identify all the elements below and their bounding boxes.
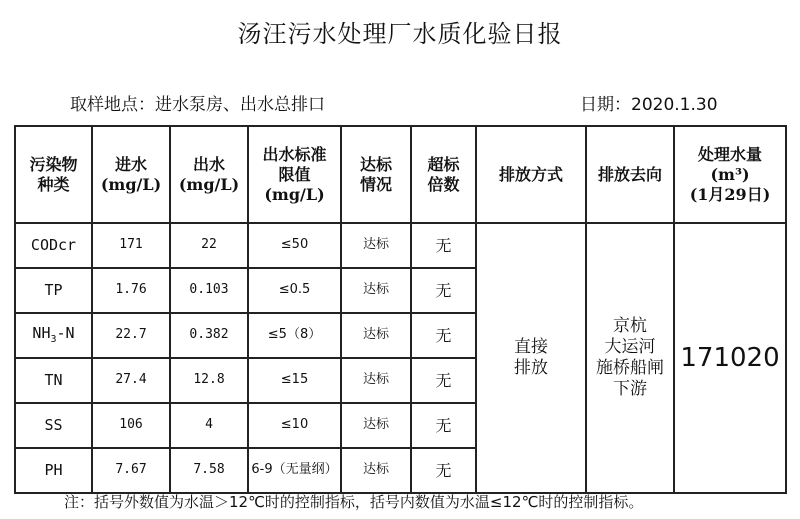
exceed-value: 无 xyxy=(411,268,476,313)
sampling-location: 取样地点：进水泵房、出水总排口 xyxy=(70,95,325,115)
exceed-value: 无 xyxy=(411,313,476,358)
header-inflow: 进水 (mg/L) xyxy=(92,126,170,223)
limit-value: ≤10 xyxy=(248,403,341,448)
exceed-value: 无 xyxy=(411,358,476,403)
outflow-value: 0.103 xyxy=(170,268,248,313)
header-outflow: 出水 (mg/L) xyxy=(170,126,248,223)
inflow-value: 171 xyxy=(92,223,170,268)
header-discharge-dest: 排放去向 xyxy=(586,126,674,223)
discharge-method: 直接 排放 xyxy=(476,223,586,493)
inflow-value: 22.7 xyxy=(92,313,170,358)
inflow-value: 7.67 xyxy=(92,448,170,493)
pollutant-name: CODcr xyxy=(15,223,92,268)
header-pollutant: 污染物 种类 xyxy=(15,126,92,223)
limit-value: ≤50 xyxy=(248,223,341,268)
outflow-value: 4 xyxy=(170,403,248,448)
pollutant-name: SS xyxy=(15,403,92,448)
header-exceed: 超标 倍数 xyxy=(411,126,476,223)
limit-value: ≤5（8） xyxy=(248,313,341,358)
compliance-status: 达标 xyxy=(341,313,411,358)
inflow-value: 106 xyxy=(92,403,170,448)
footnote: 注：括号外数值为水温＞12℃时的控制指标，括号内数值为水温≤12℃时的控制指标。 xyxy=(64,493,644,511)
pollutant-name: TP xyxy=(15,268,92,313)
report-date: 日期：2020.1.30 xyxy=(580,95,718,115)
compliance-status: 达标 xyxy=(341,358,411,403)
pollutant-name: PH xyxy=(15,448,92,493)
compliance-status: 达标 xyxy=(341,268,411,313)
exceed-value: 无 xyxy=(411,448,476,493)
outflow-value: 22 xyxy=(170,223,248,268)
water-quality-table xyxy=(14,125,787,494)
outflow-value: 0.382 xyxy=(170,313,248,358)
exceed-value: 无 xyxy=(411,223,476,268)
header-row xyxy=(15,126,786,223)
discharge-destination: 京杭 大运河 施桥船闸 下游 xyxy=(586,223,674,493)
header-compliance: 达标 情况 xyxy=(341,126,411,223)
outflow-value: 12.8 xyxy=(170,358,248,403)
limit-value: ≤0.5 xyxy=(248,268,341,313)
header-volume: 处理水量 (m³) (1月29日) xyxy=(674,126,786,223)
header-discharge-method: 排放方式 xyxy=(476,126,586,223)
table-row xyxy=(15,223,786,268)
compliance-status: 达标 xyxy=(341,223,411,268)
inflow-value: 1.76 xyxy=(92,268,170,313)
limit-value: 6-9（无量纲） xyxy=(248,448,341,493)
compliance-status: 达标 xyxy=(341,403,411,448)
treated-volume: 171020 xyxy=(674,223,786,493)
outflow-value: 7.58 xyxy=(170,448,248,493)
header-limit: 出水标准 限值 (mg/L) xyxy=(248,126,341,223)
report-title: 汤汪污水处理厂水质化验日报 xyxy=(237,20,563,48)
pollutant-name: $NH_3-N$ xyxy=(15,313,92,358)
compliance-status: 达标 xyxy=(341,448,411,493)
limit-value: ≤15 xyxy=(248,358,341,403)
inflow-value: 27.4 xyxy=(92,358,170,403)
pollutant-name: TN xyxy=(15,358,92,403)
exceed-value: 无 xyxy=(411,403,476,448)
